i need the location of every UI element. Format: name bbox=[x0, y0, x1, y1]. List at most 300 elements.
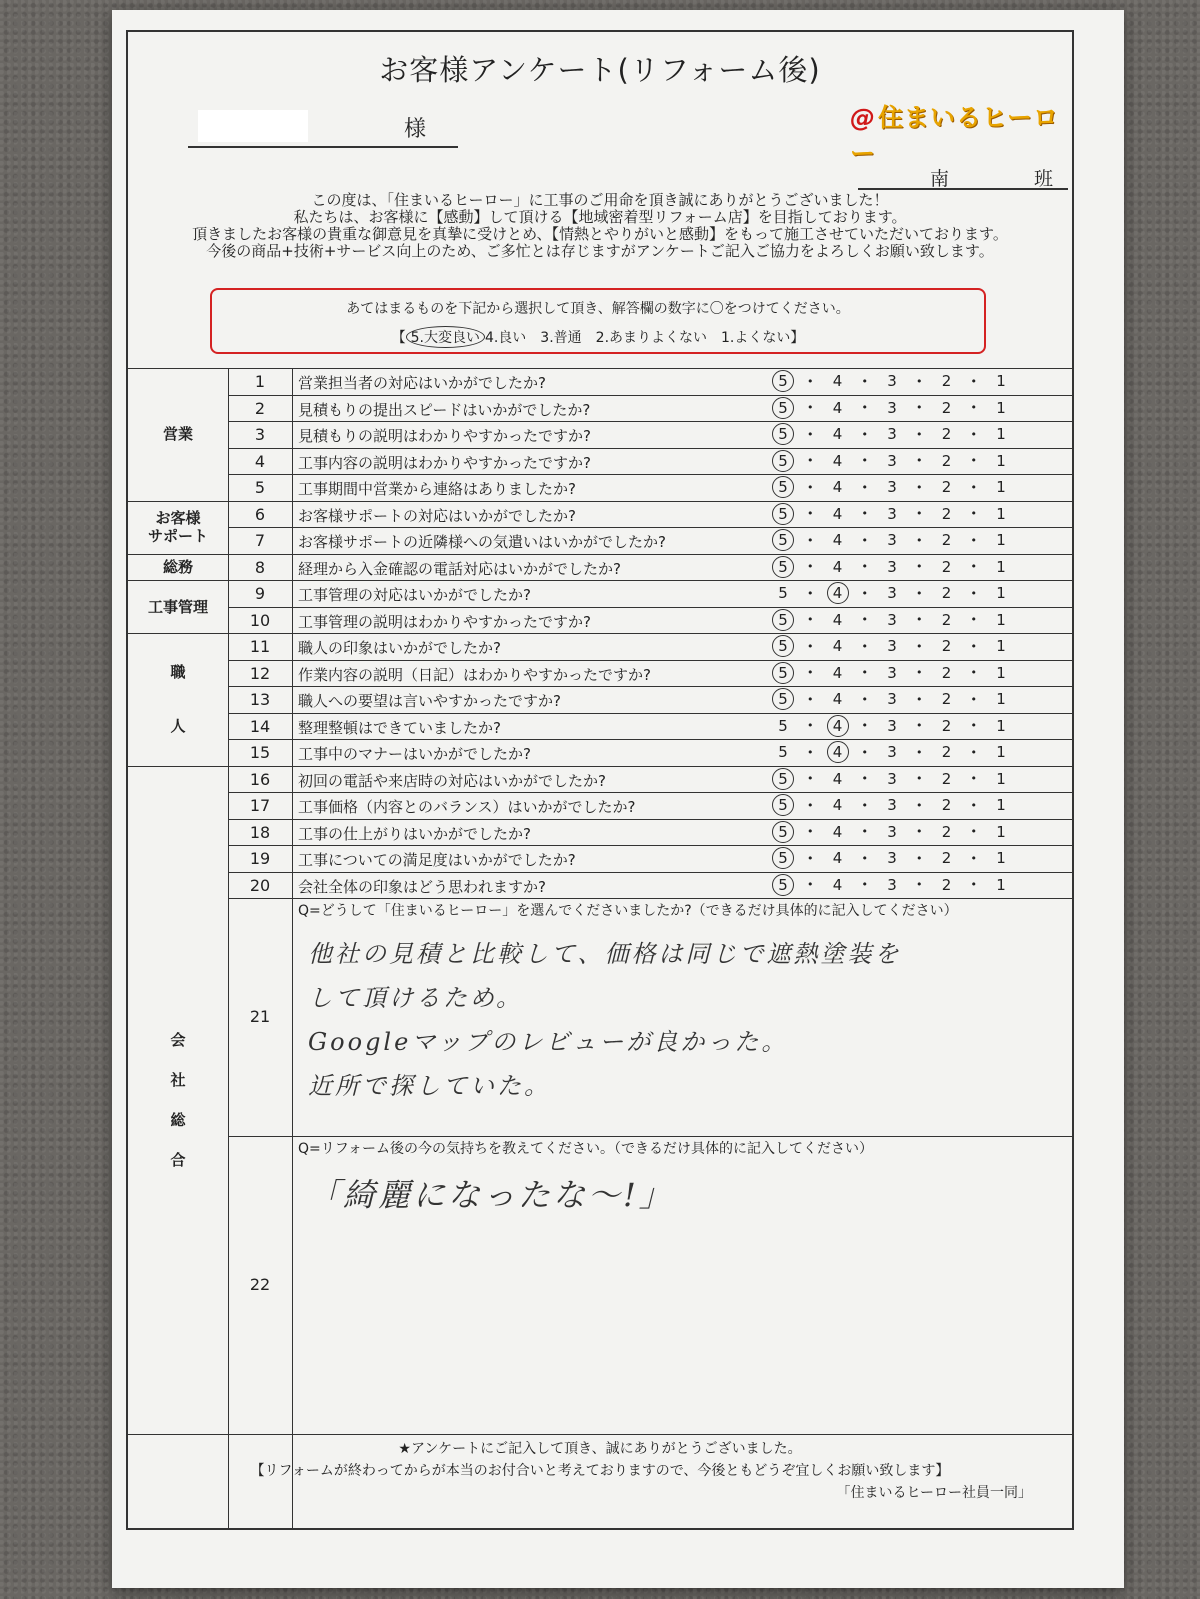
question-number: 12 bbox=[249, 663, 271, 683]
rating-scale bbox=[772, 370, 1012, 392]
question-number: 10 bbox=[249, 610, 271, 630]
scale-separator: • bbox=[807, 454, 814, 467]
company-logo bbox=[850, 98, 1072, 170]
rating-option-2[interactable]: 2 bbox=[941, 822, 952, 841]
rating-option-3[interactable]: 3 bbox=[887, 822, 897, 841]
intro-line: この度は、「住まいるヒーロー」に工事のご用命を頂き誠にありがとうございました！ bbox=[311, 191, 889, 209]
rating-scale bbox=[772, 556, 1012, 578]
scale-separator: • bbox=[807, 745, 814, 759]
rating-option-1[interactable]: 1 bbox=[996, 557, 1006, 576]
rating-option-3[interactable]: 3 bbox=[887, 557, 897, 576]
rating-option-4[interactable]: 4 bbox=[832, 478, 843, 496]
rating-option-3[interactable]: 3 bbox=[887, 875, 897, 894]
scale-separator: • bbox=[807, 692, 814, 706]
rating-option-3[interactable]: 3 bbox=[887, 637, 897, 655]
rating-option-5[interactable]: 5 bbox=[772, 370, 794, 392]
rating-option-1[interactable]: 1 bbox=[996, 849, 1006, 867]
row-divider bbox=[228, 580, 1072, 581]
scale-separator: • bbox=[970, 639, 977, 653]
row-divider bbox=[228, 713, 1072, 714]
rating-option-4[interactable]: 4 bbox=[832, 822, 843, 841]
rating-option-4[interactable]: 4 bbox=[832, 398, 843, 417]
rating-option-4[interactable]: 4 bbox=[832, 663, 843, 682]
rating-option-5[interactable]: 5 bbox=[772, 874, 794, 896]
rating-option-3[interactable]: 3 bbox=[887, 610, 897, 629]
scale-separator: • bbox=[970, 427, 977, 441]
scale-separator: • bbox=[916, 586, 923, 600]
rating-option-4[interactable]: 4 bbox=[827, 715, 849, 737]
rating-scale bbox=[772, 476, 1012, 498]
row-divider bbox=[228, 660, 1072, 661]
category-divider bbox=[128, 580, 228, 581]
rating-option-2[interactable]: 2 bbox=[941, 796, 952, 814]
scale-separator: • bbox=[861, 878, 868, 891]
question-text: 工事管理の対応はいかがでしたか? bbox=[298, 586, 531, 604]
question-text: お客様サポートの近隣様への気遣いはいかがでしたか? bbox=[298, 533, 666, 551]
survey-paper bbox=[112, 10, 1124, 1588]
rating-option-1[interactable]: 1 bbox=[996, 478, 1006, 496]
row-divider bbox=[228, 554, 1072, 555]
scale-separator: • bbox=[970, 586, 977, 600]
question-text: 工事についての満足度はいかがでしたか? bbox=[298, 851, 576, 869]
question-text: 工事内容の説明はわかりやすかったですか? bbox=[298, 453, 591, 472]
scale-separator: • bbox=[861, 586, 868, 600]
question-number: 2 bbox=[254, 398, 266, 418]
rating-option-5[interactable]: 5 bbox=[772, 476, 794, 498]
rating-option-1[interactable]: 1 bbox=[996, 796, 1006, 814]
rating-option-5[interactable]: 5 bbox=[772, 423, 794, 445]
scale-separator: • bbox=[916, 427, 923, 441]
redacted-name bbox=[198, 110, 308, 142]
question-number: 11 bbox=[249, 637, 271, 656]
scale-separator: • bbox=[916, 480, 923, 494]
scale-separator: • bbox=[807, 507, 814, 520]
scale-separator: • bbox=[916, 692, 923, 706]
q21-answer-line: Googleマップのレビューが良かった。 bbox=[308, 1028, 789, 1056]
footer-message: 【リフォームが終わってからが本当のお付合いと考えておりますので、今後ともどうぞ宜しくお願い致します】 bbox=[250, 1463, 950, 1479]
row-divider bbox=[228, 819, 1072, 820]
legend-rest: 4.良い 3.普通 2.あまりよくない 1.よくない】 bbox=[484, 330, 805, 346]
rating-scale bbox=[772, 529, 1012, 551]
survey-sheet bbox=[126, 30, 1074, 1530]
rating-option-1[interactable]: 1 bbox=[996, 875, 1006, 894]
rating-option-5[interactable]: 5 bbox=[772, 847, 794, 869]
row-divider bbox=[228, 872, 1072, 873]
rating-option-4[interactable]: 4 bbox=[832, 557, 843, 576]
rating-option-2[interactable]: 2 bbox=[941, 690, 952, 708]
scale-separator: • bbox=[916, 745, 923, 759]
scale-separator: • bbox=[970, 878, 977, 891]
customer-name-field bbox=[188, 108, 458, 148]
rating-option-4[interactable]: 4 bbox=[832, 451, 843, 470]
scale-separator: • bbox=[970, 825, 977, 838]
instruction-banner bbox=[210, 288, 986, 354]
rating-option-1[interactable]: 1 bbox=[996, 610, 1006, 629]
category-divider bbox=[128, 633, 228, 634]
row-divider bbox=[228, 686, 1072, 687]
question-text: 職人への要望は言いやすかったですか? bbox=[298, 692, 561, 710]
intro-line: 今後の商品+技術+サービス向上のため、ご多忙とは存じますがアンケートご記入ご協力をよろしくお願い致します。 bbox=[206, 242, 994, 260]
scale-separator: • bbox=[861, 639, 868, 653]
scale-separator: • bbox=[861, 480, 868, 494]
rating-option-1[interactable]: 1 bbox=[996, 663, 1006, 682]
rating-option-1[interactable]: 1 bbox=[996, 743, 1006, 761]
scale-separator: • bbox=[970, 533, 977, 547]
rating-option-5[interactable]: 5 bbox=[772, 794, 794, 816]
instruction-text: あてはまるものを下記から選択して頂き、解答欄の数字に〇をつけてください。 bbox=[346, 301, 850, 317]
scale-separator: • bbox=[916, 666, 923, 679]
rating-scale bbox=[772, 423, 1012, 445]
question-number: 8 bbox=[254, 557, 266, 577]
rating-option-4[interactable]: 4 bbox=[832, 425, 843, 443]
question-text: お客様サポートの対応はいかがでしたか? bbox=[298, 506, 576, 525]
row-divider bbox=[228, 845, 1072, 846]
question-number: 19 bbox=[249, 849, 271, 868]
scale-separator: • bbox=[970, 507, 977, 520]
rating-legend bbox=[212, 326, 984, 348]
table-top-border bbox=[128, 368, 1072, 369]
rating-scale bbox=[772, 874, 1012, 896]
rating-option-5[interactable]: 5 bbox=[778, 743, 788, 761]
rating-scale bbox=[772, 715, 1012, 737]
row-divider bbox=[228, 607, 1072, 608]
logo-mark-icon: @ bbox=[850, 103, 876, 132]
scale-separator: • bbox=[861, 613, 868, 626]
scale-separator: • bbox=[807, 772, 814, 785]
scale-separator: • bbox=[861, 560, 868, 573]
column-divider bbox=[292, 368, 293, 1528]
rating-option-2[interactable]: 2 bbox=[941, 398, 952, 417]
rating-option-5[interactable]: 5 bbox=[772, 768, 794, 790]
scale-separator: • bbox=[970, 692, 977, 706]
scale-separator: • bbox=[970, 772, 977, 785]
rating-option-5[interactable]: 5 bbox=[772, 529, 794, 551]
scale-separator: • bbox=[807, 798, 814, 812]
scale-separator: • bbox=[970, 560, 977, 573]
question-number: 9 bbox=[254, 584, 266, 603]
rating-scale bbox=[772, 821, 1012, 843]
rating-scale bbox=[772, 847, 1012, 869]
q22-answer: 「綺麗になったな〜!」 bbox=[308, 1176, 674, 1214]
rating-option-1[interactable]: 1 bbox=[996, 531, 1006, 549]
rating-option-4[interactable]: 4 bbox=[832, 504, 843, 523]
q21-answer-line: 近所で探していた。 bbox=[308, 1072, 551, 1100]
scale-separator: • bbox=[970, 480, 977, 494]
scale-separator: • bbox=[807, 586, 814, 600]
rating-option-2[interactable]: 2 bbox=[941, 610, 952, 629]
question-text: 工事期間中営業から連絡はありましたか? bbox=[298, 480, 576, 498]
q22-prompt: Q=リフォーム後の今の気持ちを教えてください。（できるだけ具体的に記入してください） bbox=[298, 1141, 874, 1157]
rating-option-3[interactable]: 3 bbox=[887, 690, 897, 708]
team-name: 南 bbox=[930, 168, 950, 190]
footer-signature: 「住まいるヒーロー社員一同」 bbox=[836, 1485, 1032, 1501]
scale-separator: • bbox=[861, 454, 868, 467]
scale-separator: • bbox=[807, 533, 814, 547]
scale-separator: • bbox=[916, 533, 923, 547]
footer-thanks: ★アンケートにご記入して頂き、誠にありがとうございました。 bbox=[398, 1441, 802, 1457]
team-suffix: 班 bbox=[1034, 168, 1054, 190]
scale-separator: • bbox=[916, 613, 923, 626]
rating-option-1[interactable]: 1 bbox=[996, 822, 1006, 841]
category-label: 会 社 総 合 bbox=[170, 1030, 186, 1169]
question-number: 20 bbox=[249, 875, 271, 895]
scale-separator: • bbox=[861, 401, 868, 414]
rating-scale bbox=[772, 768, 1012, 790]
row-divider bbox=[228, 448, 1072, 449]
scale-separator: • bbox=[916, 825, 923, 838]
rating-option-4[interactable]: 4 bbox=[832, 849, 843, 867]
question-number: 5 bbox=[254, 478, 266, 497]
row-divider bbox=[228, 1136, 1072, 1137]
question-number: 3 bbox=[254, 425, 266, 444]
question-text: 作業内容の説明（日記）はわかりやすかったですか? bbox=[298, 665, 651, 684]
q21-answer-line: 他社の見積と比較して、価格は同じで遮熱塗装を bbox=[308, 940, 902, 968]
scale-separator: • bbox=[807, 639, 814, 653]
rating-option-5[interactable]: 5 bbox=[772, 821, 794, 843]
rating-scale bbox=[772, 794, 1012, 816]
rating-scale bbox=[772, 635, 1012, 657]
rating-option-2[interactable]: 2 bbox=[941, 504, 952, 523]
question-number: 14 bbox=[249, 716, 271, 736]
scale-separator: • bbox=[861, 692, 868, 706]
rating-option-4[interactable]: 4 bbox=[832, 531, 843, 549]
q21-answer-line: して頂けるため。 bbox=[308, 984, 524, 1012]
scale-separator: • bbox=[861, 719, 868, 732]
scale-separator: • bbox=[916, 798, 923, 812]
scale-separator: • bbox=[970, 851, 977, 865]
rating-option-2[interactable]: 2 bbox=[941, 716, 952, 735]
rating-option-2[interactable]: 2 bbox=[941, 849, 952, 867]
scale-separator: • bbox=[807, 374, 814, 388]
scale-separator: • bbox=[916, 507, 923, 520]
question-number: 16 bbox=[249, 769, 271, 789]
question-number: 13 bbox=[249, 690, 271, 709]
scale-separator: • bbox=[916, 719, 923, 732]
question-number: 15 bbox=[249, 743, 271, 762]
rating-option-5[interactable]: 5 bbox=[772, 635, 794, 657]
category-label: 営業 bbox=[162, 425, 193, 444]
rating-scale bbox=[772, 582, 1012, 604]
scale-separator: • bbox=[807, 401, 814, 414]
rating-scale bbox=[772, 503, 1012, 525]
scale-separator: • bbox=[807, 851, 814, 865]
rating-option-2[interactable]: 2 bbox=[941, 769, 952, 788]
question-number: 7 bbox=[254, 531, 266, 550]
row-divider bbox=[228, 395, 1072, 396]
row-divider bbox=[228, 739, 1072, 740]
rating-option-5[interactable]: 5 bbox=[772, 450, 794, 472]
scale-separator: • bbox=[970, 666, 977, 679]
rating-option-2[interactable]: 2 bbox=[941, 451, 952, 470]
rating-option-5[interactable]: 5 bbox=[772, 503, 794, 525]
scale-separator: • bbox=[861, 427, 868, 441]
rating-option-3[interactable]: 3 bbox=[887, 398, 897, 417]
row-divider bbox=[228, 527, 1072, 528]
rating-option-2[interactable]: 2 bbox=[941, 372, 952, 390]
scale-separator: • bbox=[861, 745, 868, 759]
rating-scale bbox=[772, 662, 1012, 684]
scale-separator: • bbox=[807, 427, 814, 441]
question-text: 営業担当者の対応はいかがでしたか? bbox=[298, 374, 546, 392]
rating-option-2[interactable]: 2 bbox=[941, 743, 952, 761]
question-text: 初回の電話や来店時の対応はいかがでしたか? bbox=[298, 771, 606, 790]
rating-option-2[interactable]: 2 bbox=[941, 637, 952, 655]
rating-option-4[interactable]: 4 bbox=[832, 796, 843, 814]
question-number: 18 bbox=[249, 822, 271, 842]
question-text: 会社全体の印象はどう思われますか? bbox=[298, 877, 546, 896]
rating-scale bbox=[772, 741, 1012, 763]
scale-separator: • bbox=[916, 878, 923, 891]
scale-separator: • bbox=[807, 560, 814, 573]
rating-option-5[interactable]: 5 bbox=[772, 662, 794, 684]
question-text: 経理から入金確認の電話対応はいかがでしたか? bbox=[298, 559, 621, 578]
rating-scale bbox=[772, 450, 1012, 472]
rating-option-1[interactable]: 1 bbox=[996, 372, 1006, 390]
rating-option-2[interactable]: 2 bbox=[941, 663, 952, 682]
question-number: 17 bbox=[249, 796, 271, 815]
scale-separator: • bbox=[916, 374, 923, 388]
rating-option-1[interactable]: 1 bbox=[996, 451, 1006, 470]
rating-option-2[interactable]: 2 bbox=[941, 875, 952, 894]
rating-option-4[interactable]: 4 bbox=[827, 741, 849, 763]
legend-best: 5.大変良い bbox=[406, 326, 485, 348]
logo-text: 住まいるヒーロー bbox=[850, 103, 1060, 168]
row-divider bbox=[228, 766, 1072, 767]
question-text: 工事中のマナーはいかがでしたか? bbox=[298, 745, 531, 763]
rating-option-3[interactable]: 3 bbox=[887, 796, 897, 814]
rating-option-1[interactable]: 1 bbox=[996, 637, 1006, 655]
rating-option-1[interactable]: 1 bbox=[996, 425, 1006, 443]
rating-option-3[interactable]: 3 bbox=[887, 584, 897, 602]
table-bottom-border bbox=[128, 1434, 1072, 1435]
intro-line: 私たちは、お客様に【感動】して頂ける【地域密着型リフォーム店】を目指しております。 bbox=[293, 208, 907, 226]
q21-prompt: Q=どうして「住まいるヒーロー」を選んでくださいましたか?（できるだけ具体的に記入してください） bbox=[298, 903, 958, 919]
question-text: 整理整頓はできていましたか? bbox=[298, 718, 501, 737]
rating-option-2[interactable]: 2 bbox=[941, 478, 952, 496]
rating-option-1[interactable]: 1 bbox=[996, 769, 1006, 788]
rating-option-4[interactable]: 4 bbox=[832, 372, 843, 390]
row-divider bbox=[228, 501, 1072, 502]
rating-option-1[interactable]: 1 bbox=[996, 398, 1006, 417]
scale-separator: • bbox=[970, 401, 977, 414]
rating-option-4[interactable]: 4 bbox=[827, 582, 849, 604]
survey-title: お客様アンケート(リフォーム後) bbox=[379, 53, 821, 87]
rating-option-5[interactable]: 5 bbox=[772, 397, 794, 419]
rating-option-4[interactable]: 4 bbox=[832, 875, 843, 894]
scale-separator: • bbox=[807, 825, 814, 838]
rating-option-5[interactable]: 5 bbox=[772, 688, 794, 710]
question-number: 4 bbox=[254, 451, 266, 471]
row-divider bbox=[228, 421, 1072, 422]
scale-separator: • bbox=[970, 454, 977, 467]
question-text: 工事管理の説明はわかりやすかったですか? bbox=[298, 612, 591, 631]
scale-separator: • bbox=[861, 533, 868, 547]
rating-option-1[interactable]: 1 bbox=[996, 716, 1006, 735]
scale-separator: • bbox=[861, 825, 868, 838]
customer-suffix: 様 bbox=[404, 117, 427, 142]
question-text: 工事価格（内容とのバランス）はいかがでしたか? bbox=[298, 798, 636, 816]
scale-separator: • bbox=[916, 454, 923, 467]
rating-option-3[interactable]: 3 bbox=[887, 504, 897, 523]
q21-number: 21 bbox=[249, 1007, 271, 1026]
rating-option-1[interactable]: 1 bbox=[996, 690, 1006, 708]
rating-option-4[interactable]: 4 bbox=[832, 637, 843, 655]
scale-separator: • bbox=[861, 851, 868, 865]
row-divider bbox=[228, 474, 1072, 475]
question-text: 工事の仕上がりはいかがでしたか? bbox=[298, 824, 531, 843]
rating-option-3[interactable]: 3 bbox=[887, 743, 897, 761]
category-label: お客様 サポート bbox=[147, 509, 208, 545]
rating-option-2[interactable]: 2 bbox=[941, 557, 952, 576]
rating-option-5[interactable]: 5 bbox=[772, 556, 794, 578]
rating-option-5[interactable]: 5 bbox=[778, 584, 788, 602]
scale-separator: • bbox=[970, 374, 977, 388]
rating-option-3[interactable]: 3 bbox=[887, 451, 897, 470]
row-divider bbox=[228, 792, 1072, 793]
category-divider bbox=[128, 554, 228, 555]
rating-option-5[interactable]: 5 bbox=[778, 716, 788, 735]
rating-option-3[interactable]: 3 bbox=[887, 769, 897, 788]
row-divider bbox=[228, 633, 1072, 634]
rating-option-3[interactable]: 3 bbox=[887, 663, 897, 682]
scale-separator: • bbox=[916, 772, 923, 785]
rating-scale bbox=[772, 688, 1012, 710]
question-number: 1 bbox=[254, 372, 266, 391]
rating-option-3[interactable]: 3 bbox=[887, 531, 897, 549]
rating-scale bbox=[772, 609, 1012, 631]
rating-option-4[interactable]: 4 bbox=[832, 769, 843, 788]
rating-option-2[interactable]: 2 bbox=[941, 584, 952, 602]
scale-separator: • bbox=[807, 613, 814, 626]
rating-option-2[interactable]: 2 bbox=[941, 425, 952, 443]
scale-separator: • bbox=[916, 560, 923, 573]
scale-separator: • bbox=[861, 666, 868, 679]
rating-option-3[interactable]: 3 bbox=[887, 849, 897, 867]
rating-option-3[interactable]: 3 bbox=[887, 372, 897, 390]
scale-separator: • bbox=[807, 480, 814, 494]
scale-separator: • bbox=[861, 772, 868, 785]
question-text: 見積もりの説明はわかりやすかったですか? bbox=[298, 427, 591, 445]
rating-option-5[interactable]: 5 bbox=[772, 609, 794, 631]
rating-option-3[interactable]: 3 bbox=[887, 425, 897, 443]
question-number: 6 bbox=[254, 504, 266, 524]
scale-separator: • bbox=[970, 719, 977, 732]
scale-separator: • bbox=[861, 374, 868, 388]
legend-open: 【 bbox=[391, 330, 406, 346]
row-divider bbox=[228, 898, 1072, 899]
category-label: 総務 bbox=[162, 557, 193, 576]
scale-separator: • bbox=[916, 851, 923, 865]
rating-option-3[interactable]: 3 bbox=[887, 716, 897, 735]
scale-separator: • bbox=[916, 401, 923, 414]
scale-separator: • bbox=[916, 639, 923, 653]
rating-option-3[interactable]: 3 bbox=[887, 478, 897, 496]
rating-option-4[interactable]: 4 bbox=[832, 690, 843, 708]
category-label: 工事管理 bbox=[147, 597, 208, 616]
q22-number: 22 bbox=[249, 1275, 271, 1294]
question-text: 職人の印象はいかがでしたか? bbox=[298, 639, 501, 657]
scale-separator: • bbox=[970, 798, 977, 812]
team-field bbox=[858, 162, 1068, 190]
rating-option-1[interactable]: 1 bbox=[996, 584, 1006, 602]
rating-option-1[interactable]: 1 bbox=[996, 504, 1006, 523]
scale-separator: • bbox=[970, 745, 977, 759]
rating-option-2[interactable]: 2 bbox=[941, 531, 952, 549]
rating-scale bbox=[772, 397, 1012, 419]
scale-separator: • bbox=[861, 798, 868, 812]
category-label: 職 人 bbox=[170, 663, 186, 736]
rating-option-4[interactable]: 4 bbox=[832, 610, 843, 629]
